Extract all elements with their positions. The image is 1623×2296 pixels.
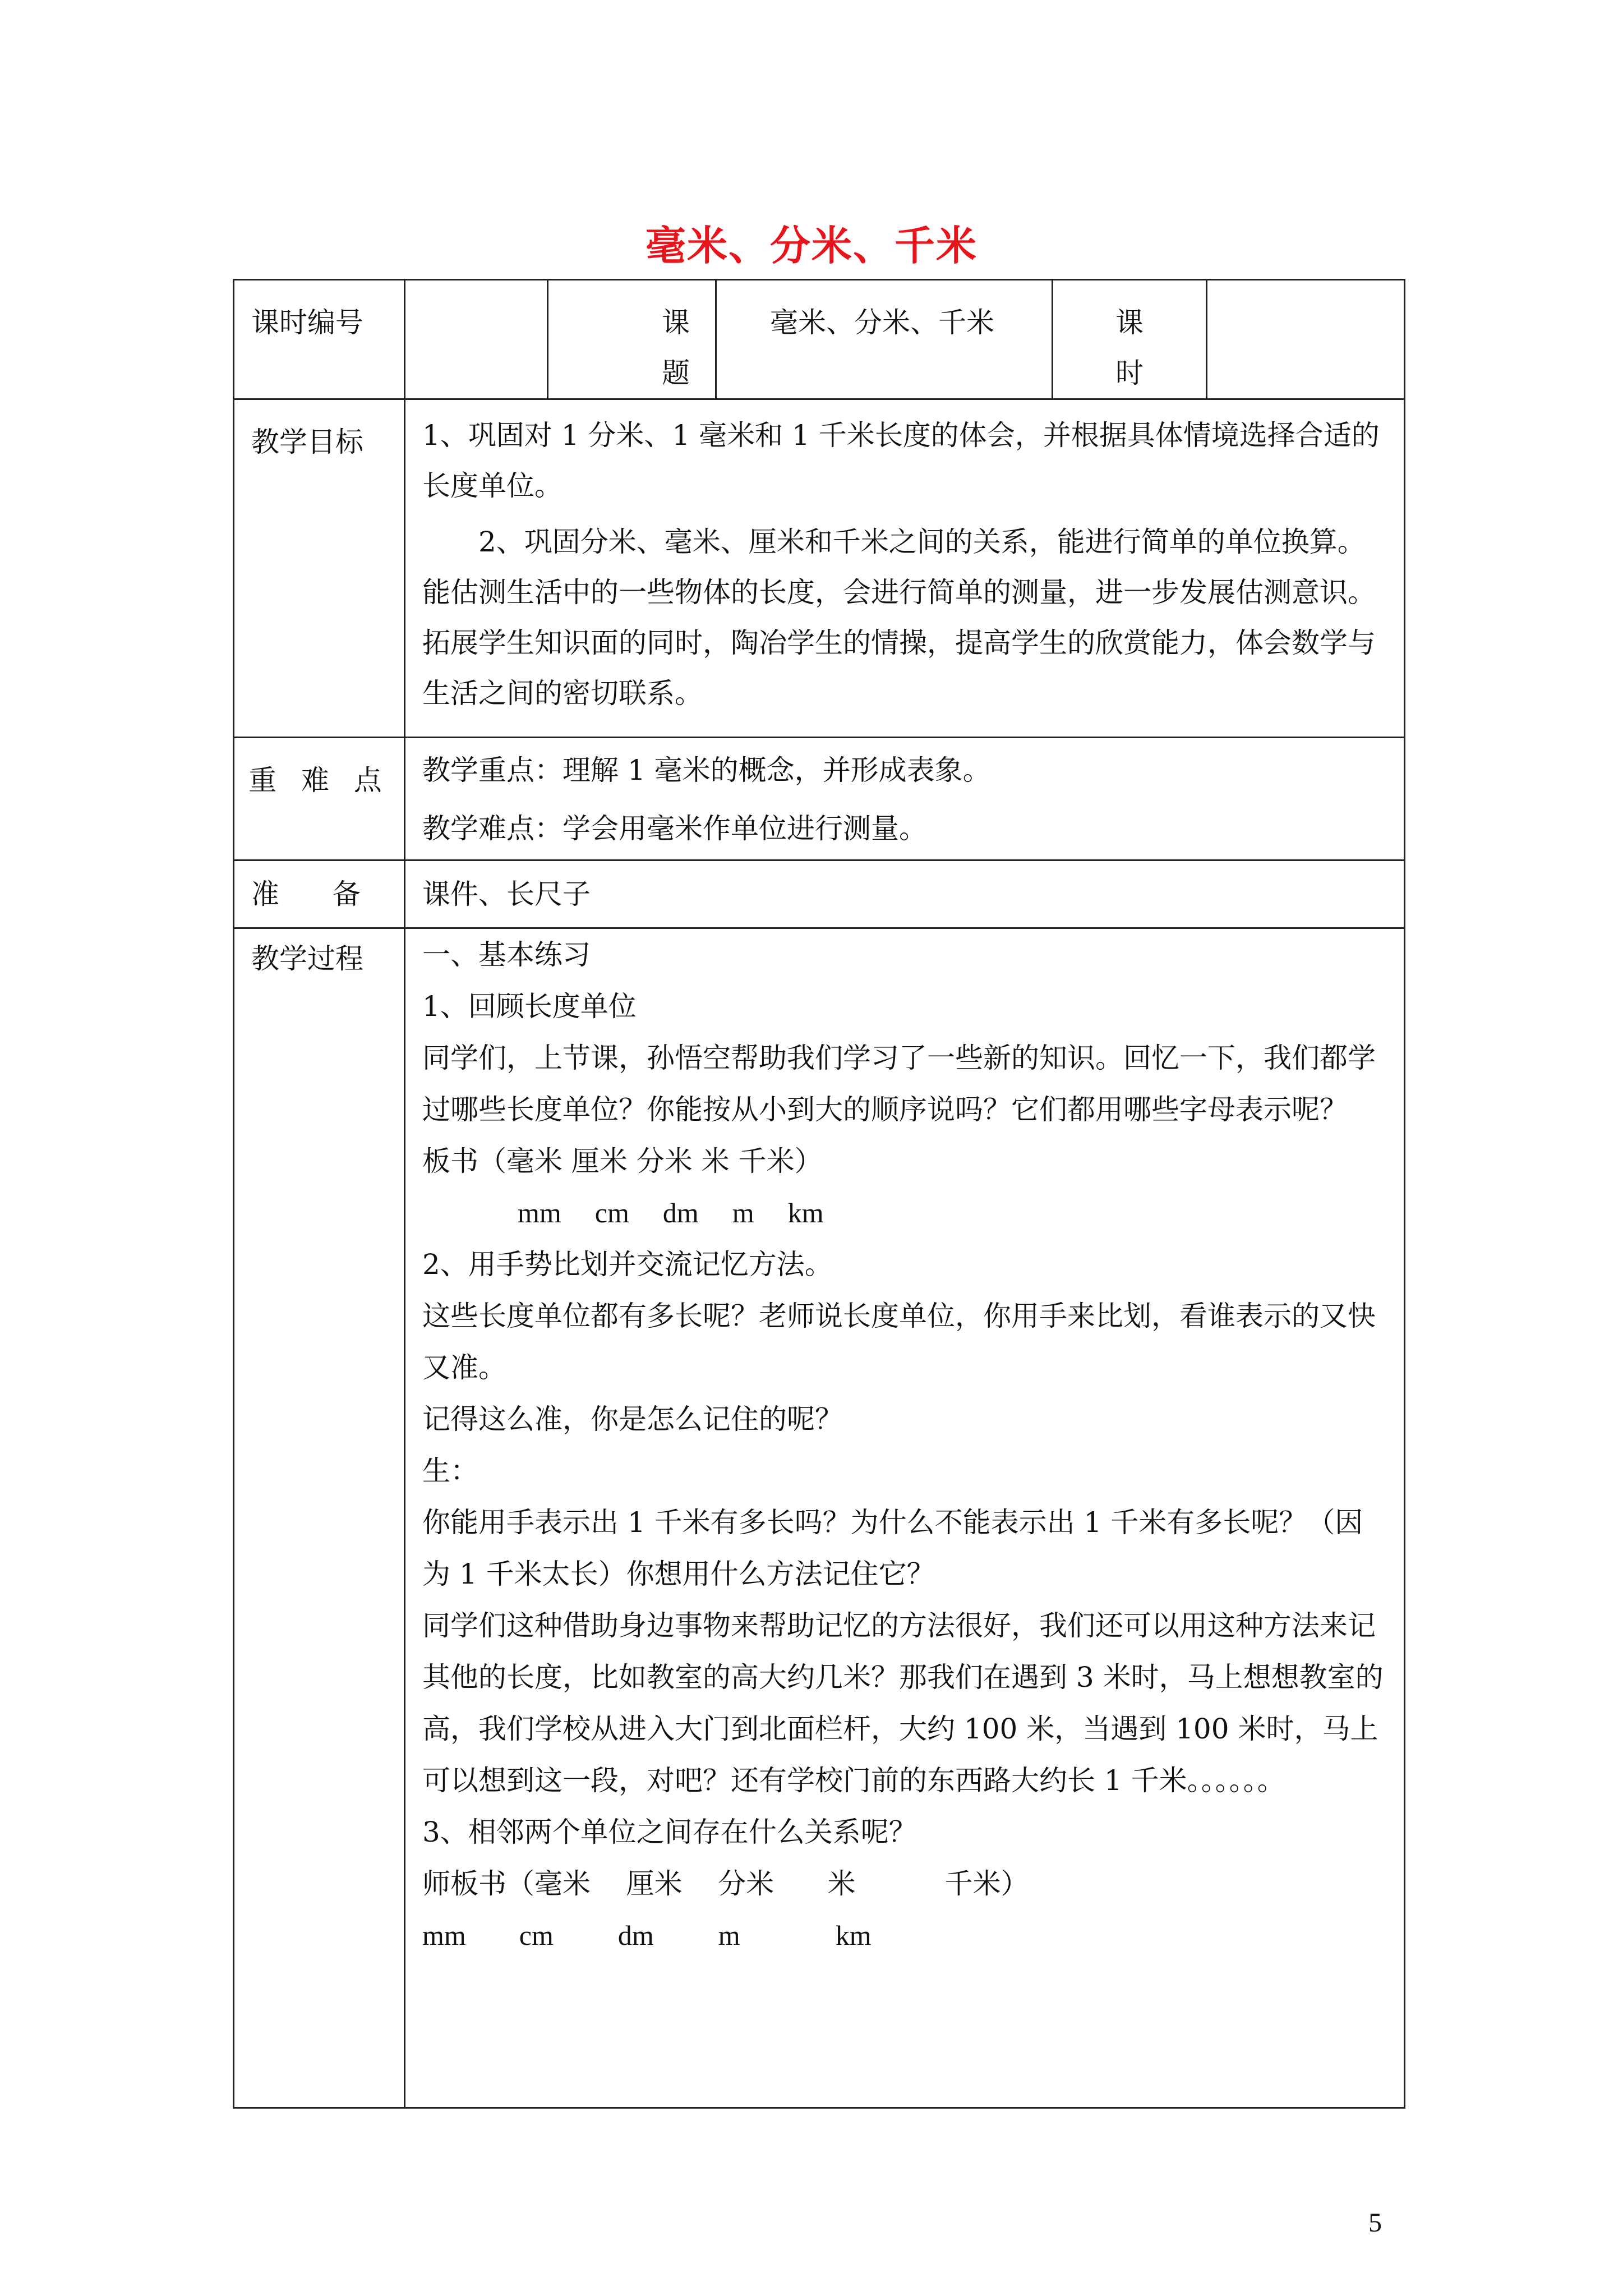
process-label: 教学过程 xyxy=(251,942,363,975)
process-line: 2、用手势比划并交流记忆方法。 xyxy=(422,1248,833,1281)
topic-label-cell xyxy=(548,280,716,399)
units-line-2 xyxy=(422,1910,1387,1961)
topic-label-1: 课 xyxy=(662,306,690,339)
key-points-row xyxy=(234,738,1405,861)
unit-km: km xyxy=(835,1920,872,1951)
page-number: 5 xyxy=(1368,2208,1382,2238)
unit-mm: mm xyxy=(518,1197,561,1228)
period-label-cell xyxy=(1053,280,1207,399)
process-line: 你能用手表示出 1 千米有多长吗？为什么不能表示出 1 千米有多长呢？（因为 1 千米太长）你想用什么方法记住它？ xyxy=(422,1506,1363,1590)
prep-label-1: 准 xyxy=(251,878,279,910)
period-value-cell xyxy=(1207,280,1405,399)
process-line: 师板书（毫米 厘米 分米 米 千米） xyxy=(422,1867,1029,1900)
topic-label-2: 题 xyxy=(662,357,690,389)
key-points-content-cell xyxy=(405,738,1405,861)
prep-content-cell xyxy=(405,861,1405,928)
lesson-no-label: 课时编号 xyxy=(251,306,363,339)
process-line: 同学们这种借助身边事物来帮助记忆的方法很好，我们还可以用这种方法来记其他的长度，比如教室的高大约几米？那我们在遇到 3 米时，马上想想教室的高，我们学校从进入大门到北面栏杆，大约 100 米，当遇到 100 米时，马上可以想到这一段，对吧？还有学校门前的东西路大约长 1 千米。。。。。。 xyxy=(422,1609,1384,1797)
unit-dm: dm xyxy=(617,1920,654,1951)
key-points-label-cell xyxy=(234,738,405,861)
period-label-2: 时 xyxy=(1115,357,1144,389)
key-points-label: 重 难 点 xyxy=(248,764,390,797)
lesson-plan-table xyxy=(233,279,1405,2109)
goals-label: 教学目标 xyxy=(251,426,363,458)
process-line: 板书（毫米 厘米 分米 米 千米） xyxy=(422,1145,823,1177)
unit-cm: cm xyxy=(594,1197,629,1228)
difficult-point-text: 教学难点：学会用毫米作单位进行测量。 xyxy=(422,812,927,845)
lesson-no-label-cell xyxy=(234,280,405,399)
lesson-no-value-cell xyxy=(405,280,548,399)
process-line: 3、相邻两个单位之间存在什么关系呢？ xyxy=(422,1816,917,1848)
lesson-no-value xyxy=(405,280,547,297)
process-line: 1、回顾长度单位 xyxy=(422,990,637,1023)
process-line: 记得这么准，你是怎么记住的呢？ xyxy=(422,1403,843,1435)
goals-label-cell xyxy=(234,399,405,738)
prep-row xyxy=(234,861,1405,928)
prep-value: 课件、长尺子 xyxy=(422,878,591,910)
units-line-1 xyxy=(422,1187,1387,1239)
unit-m: m xyxy=(732,1197,754,1228)
prep-label-cell xyxy=(234,861,405,928)
unit-m: m xyxy=(718,1920,740,1951)
goals-row xyxy=(234,399,1405,738)
goal-paragraph-3: 能估测生活中的一些物体的长度，会进行简单的测量，进一步发展估测意识。拓展学生知识面的同时，陶冶学生的情操，提高学生的欣赏能力，体会数学与生活之间的密切联系。 xyxy=(422,576,1376,710)
process-row xyxy=(234,928,1405,2108)
unit-dm: dm xyxy=(662,1197,699,1228)
unit-cm: cm xyxy=(519,1920,554,1951)
process-content-cell xyxy=(405,928,1405,2108)
period-value xyxy=(1207,280,1404,297)
process-label-cell xyxy=(234,928,405,2108)
process-line: 一、基本练习 xyxy=(422,938,591,971)
process-line: 同学们，上节课，孙悟空帮助我们学习了一些新的知识。回忆一下，我们都学过哪些长度单位？你能按从小到大的顺序说吗？它们都用哪些字母表示呢？ xyxy=(422,1042,1376,1126)
page-title: 毫米、分米、千米 xyxy=(645,222,978,269)
topic-value-cell xyxy=(716,280,1053,399)
topic-value: 毫米、分米、千米 xyxy=(770,306,994,339)
goal-paragraph-1: 1、巩固对 1 分米、1 毫米和 1 千米长度的体会，并根据具体情境选择合适的长度单位。 xyxy=(422,419,1380,502)
goal-paragraph-2: 2、巩固分米、毫米、厘米和千米之间的关系，能进行简单的单位换算。 xyxy=(478,526,1366,558)
goals-content-cell xyxy=(405,399,1405,738)
header-row xyxy=(234,280,1405,399)
process-line: 生： xyxy=(422,1455,478,1487)
unit-km: km xyxy=(787,1197,824,1228)
unit-mm: mm xyxy=(422,1920,466,1951)
key-point-text: 教学重点：理解 1 毫米的概念，并形成表象。 xyxy=(422,754,991,786)
process-line: 这些长度单位都有多长呢？老师说长度单位，你用手来比划，看谁表示的又快又准。 xyxy=(422,1300,1376,1384)
prep-label-2: 备 xyxy=(333,878,361,910)
period-label-1: 课 xyxy=(1115,306,1144,339)
